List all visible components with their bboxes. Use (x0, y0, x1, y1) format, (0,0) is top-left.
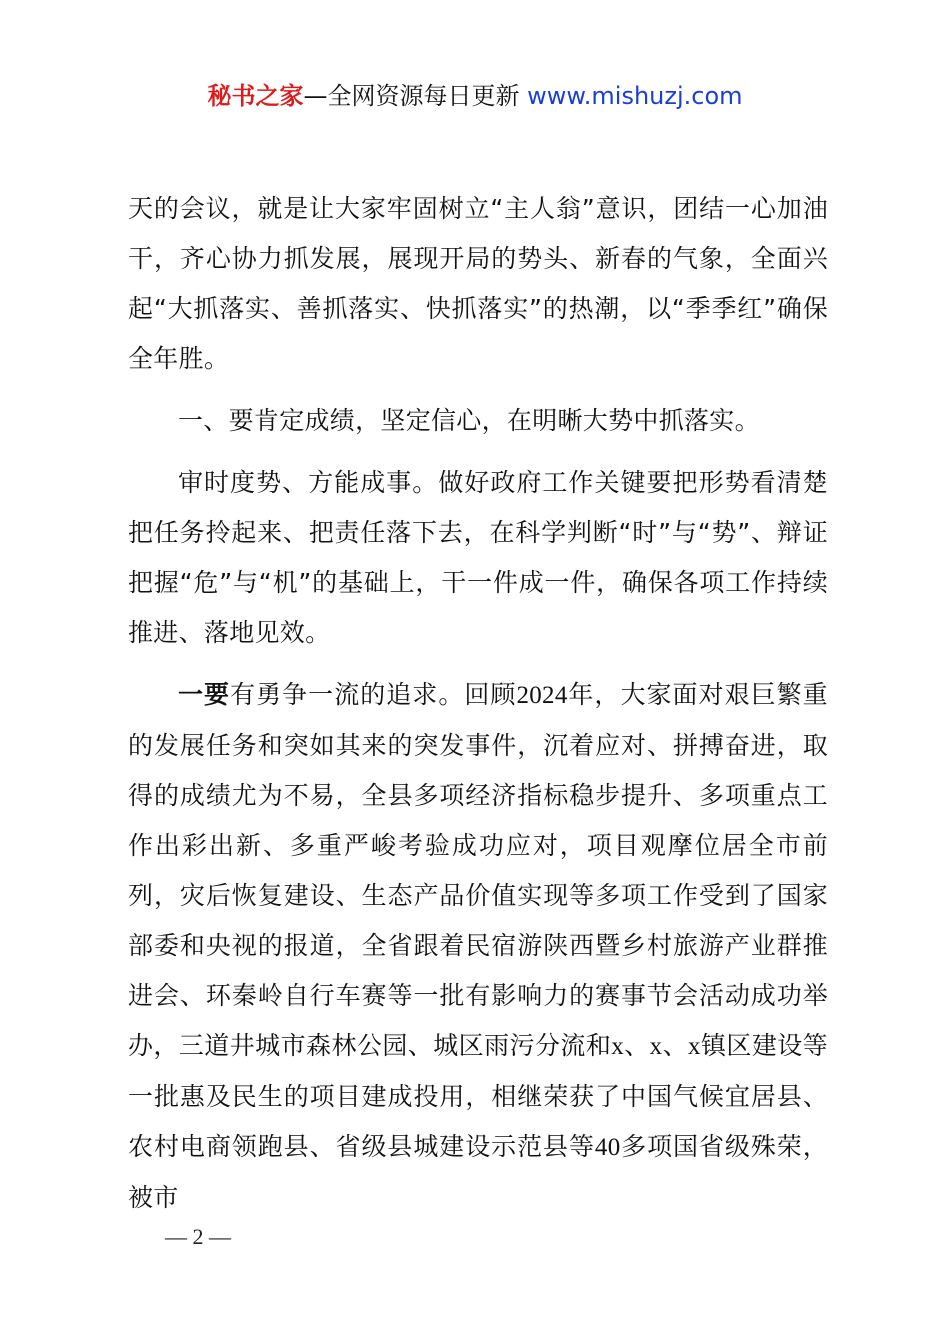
paragraph-3-year: 2024 (516, 682, 568, 709)
document-body (128, 184, 828, 1235)
brand-name: 秘书之家 (207, 82, 304, 110)
paragraph-3-text-b: 年，大家面对艰巨繁重的发展任务和突如其来的突发事件，沉着应对、拼搏奋进，取得的成绩尤为不易，全县多项经济指标稳步提升、多项重点工作出彩出新、多重严峻考验成功应对，项目观摩位居全市前列，灾后恢复建设、生态产品价值实现等多项工作受到了国家部委和央视的报道，全省跟着民宿游陕西暨乡村旅游产业群推进会、环秦岭自行车赛等一批有影响力的赛事节会活动成功举办，三道井城市森林公园、城区雨污分流和 (128, 680, 828, 1060)
paragraph-3-lead: 一要 (178, 680, 231, 709)
section-heading-1: 一、要肯定成绩，坚定信心，在明晰大势中抓落实。 (178, 406, 760, 435)
paragraph-3 (128, 670, 828, 1223)
page-header (0, 80, 950, 112)
paragraph-1: 天的会议，就是让大家牢固树立“主人翁”意识，团结一心加油干，齐心协力抓发展，展现开局的势头、新春的气象，全面兴起“大抓落实、善抓落实、快抓落实”的热潮，以“季季红”确保全年胜。 (128, 194, 828, 373)
paragraph-2: 审时度势、方能成事。做好政府工作关键要把形势看清楚把任务拎起来、把责任落下去，在科学判断“时”与“势”、辩证把握“危”与“机”的基础上，干一件成一件，确保各项工作持续推进、落地见效。 (128, 468, 828, 647)
paragraph-3-text-d: 多项国省级殊荣，被市 (128, 1132, 829, 1212)
page-number: — 2 — (165, 1224, 231, 1249)
paragraph-3-placeholder: x、x、x (611, 1033, 701, 1060)
paragraph-3-text-a: 有勇争一流的追求。回顾 (230, 680, 517, 709)
header-slogan: —全网资源每日更新 (303, 82, 520, 110)
paragraph-3-text-c: 镇区建设等一批惠及民生的项目建成投用，相继荣获了中国气候宜居县、农村电商领跑县、省级县城建设示范县等 (128, 1031, 828, 1161)
paragraph-3-number: 40 (594, 1134, 621, 1161)
header-url: www.mishuzj.com (527, 82, 743, 110)
